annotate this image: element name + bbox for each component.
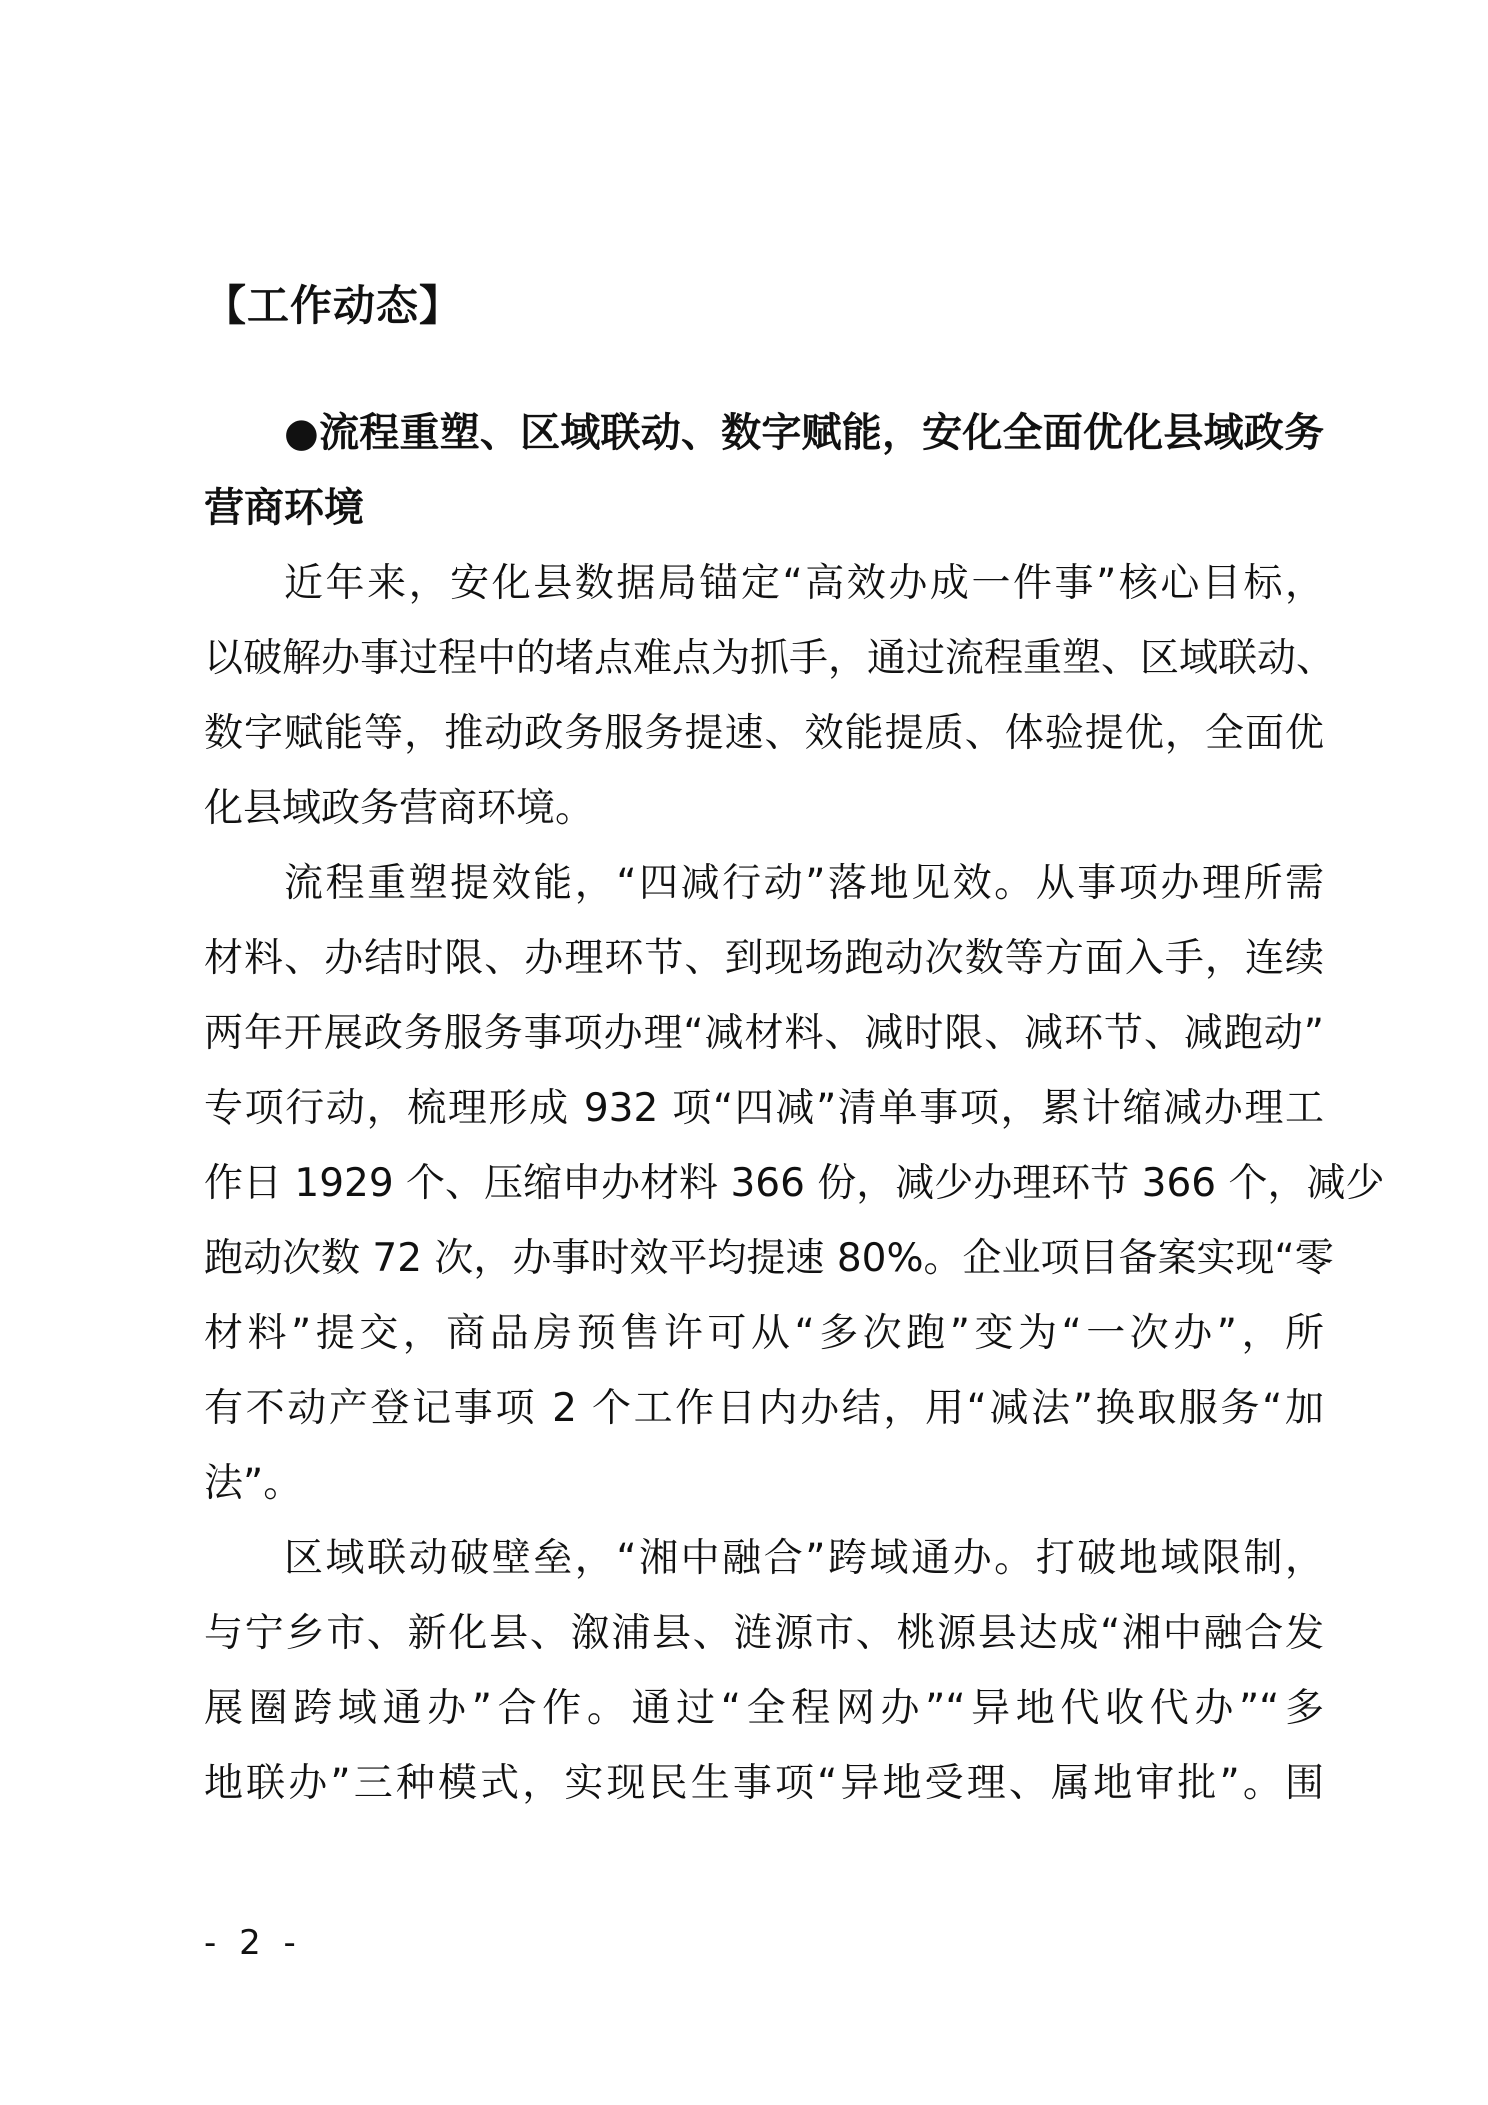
- paragraph-line: 跑动次数 72 次，办事时效平均提速 80%。企业项目备案实现“零: [204, 1236, 1334, 1281]
- paragraph-line: 法”。: [204, 1461, 303, 1506]
- paragraph-line: 有不动产登记事项 2 个工作日内办结，用“减法”换取服务“加: [204, 1386, 1324, 1431]
- paragraph-line: 作日 1929 个、压缩申办材料 366 份，减少办理环节 366 个，减少: [204, 1161, 1385, 1206]
- headline-line: ●流程重塑、区域联动、数字赋能，安化全面优化县域政务: [284, 410, 1324, 456]
- paragraph-line: 专项行动，梳理形成 932 项“四减”清单事项，累计缩减办理工: [204, 1086, 1324, 1131]
- paragraph-line: 流程重塑提效能，“四减行动”落地见效。从事项办理所需: [284, 861, 1324, 906]
- article-headline: [204, 396, 1324, 546]
- paragraph-line: 近年来，安化县数据局锚定“高效办成一件事”核心目标，: [284, 561, 1324, 606]
- paragraph: [204, 1521, 1324, 1821]
- paragraph-line: 两年开展政务服务事项办理“减材料、减时限、减环节、减跑动”: [204, 1011, 1324, 1056]
- paragraph-line: 地联办”三种模式，实现民生事项“异地受理、属地审批”。围: [204, 1761, 1324, 1806]
- paragraph-line: 化县域政务营商环境。: [204, 786, 595, 831]
- page-number: - 2 -: [204, 1923, 302, 1963]
- paragraph-line: 以破解办事过程中的堵点难点为抓手，通过流程重塑、区域联动、: [204, 636, 1336, 681]
- paragraph-line: 区域联动破壁垒，“湘中融合”跨域通办。打破地域限制，: [284, 1536, 1324, 1581]
- article-body: [204, 396, 1385, 1821]
- paragraph-line: 材料”提交，商品房预售许可从“多次跑”变为“一次办”，所: [204, 1311, 1324, 1356]
- paragraph: [204, 546, 1336, 846]
- paragraph: [204, 846, 1385, 1521]
- paragraph-line: 展圈跨域通办”合作。通过“全程网办”“异地代收代办”“多: [204, 1686, 1324, 1731]
- paragraph-line: 材料、办结时限、办理环节、到现场跑动次数等方面入手，连续: [204, 936, 1324, 981]
- paragraph-line: 与宁乡市、新化县、溆浦县、涟源市、桃源县达成“湘中融合发: [204, 1611, 1324, 1656]
- section-tag: 【工作动态】: [204, 281, 463, 330]
- article-paragraphs: [204, 546, 1385, 1821]
- paragraph-line: 数字赋能等，推动政务服务提速、效能提质、体验提优，全面优: [204, 711, 1324, 756]
- headline-line: 营商环境: [204, 485, 364, 531]
